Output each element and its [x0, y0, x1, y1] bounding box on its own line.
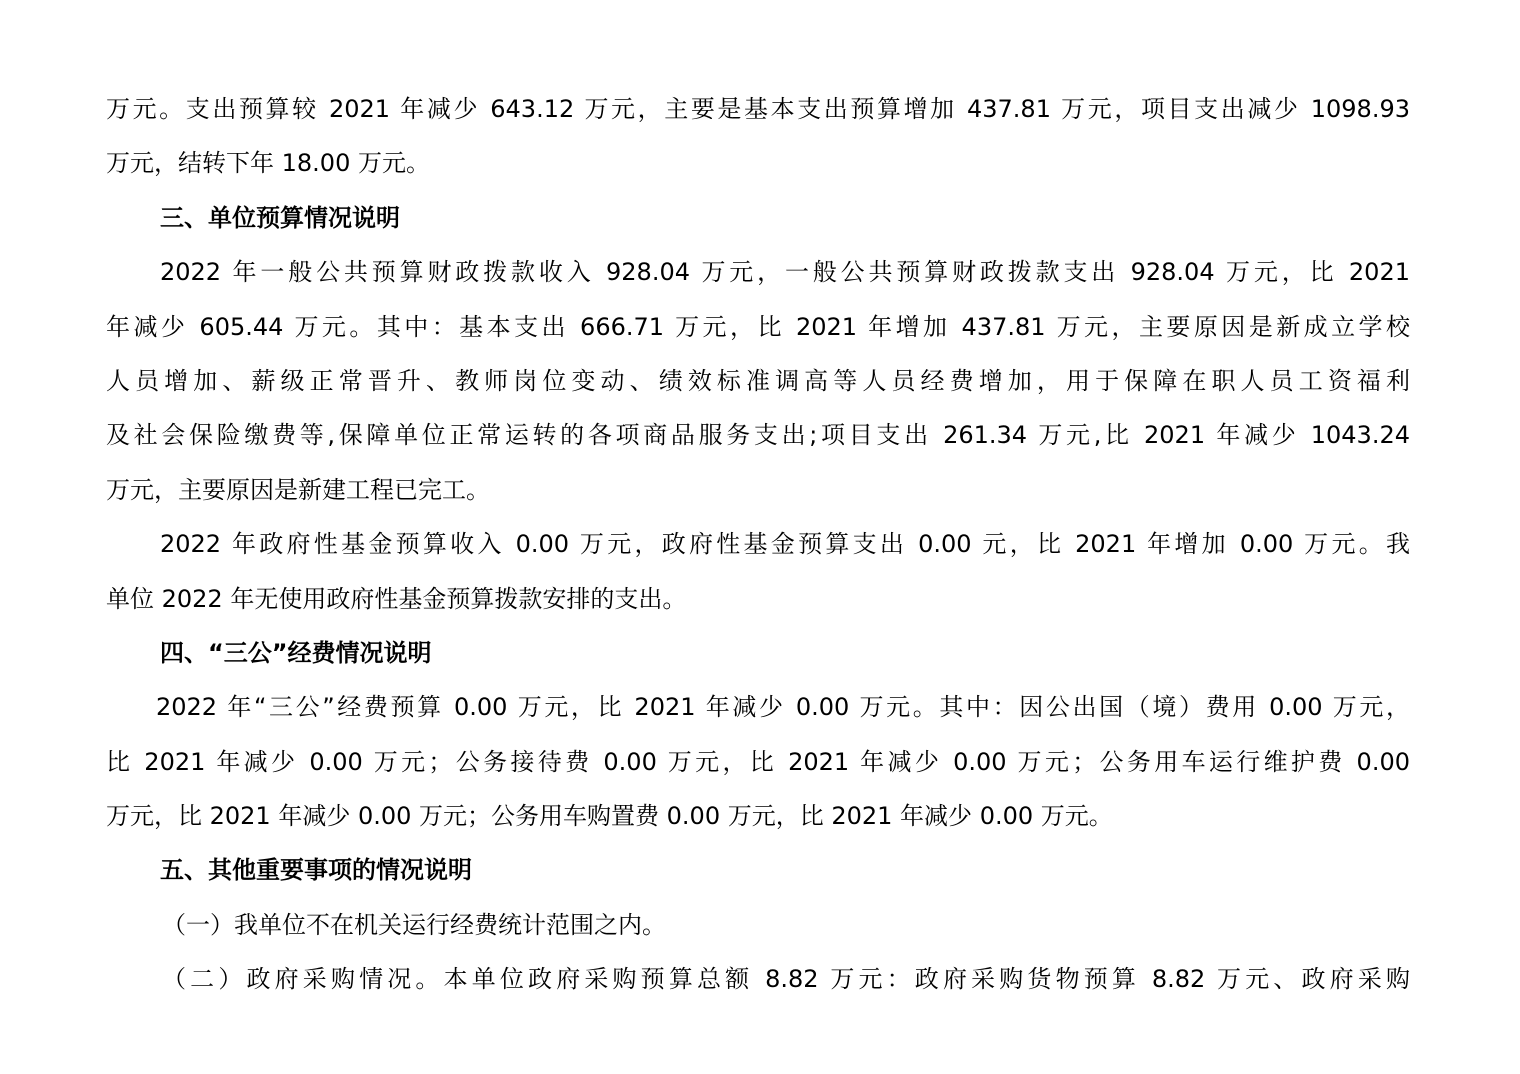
section-heading-3: 三、单位预算情况说明 — [160, 203, 400, 232]
paragraph-line: 单位 2022 年无使用政府性基金预算拨款安排的支出。 — [106, 584, 687, 613]
paragraph-line: 年减少 605.44 万元。其中：基本支出 666.71 万元，比 2021 年增加 437.81 万元，主要原因是新成立学校 — [106, 312, 1410, 341]
section-heading-4: 四、“三公”经费情况说明 — [160, 638, 432, 667]
paragraph-line: 万元，比 2021 年减少 0.00 万元；公务用车购置费 0.00 万元，比 2021 年减少 0.00 万元。 — [106, 802, 1113, 831]
paragraph-line: 比 2021 年减少 0.00 万元；公务接待费 0.00 万元，比 2021 年减少 0.00 万元；公务用车运行维护费 0.00 — [106, 747, 1410, 776]
paragraph-line: （一）我单位不在机关运行经费统计范围之内。 — [162, 910, 666, 939]
paragraph-line: 人员增加、薪级正常晋升、教师岗位变动、绩效标准调高等人员经费增加，用于保障在职人员工资福利 — [106, 366, 1410, 395]
paragraph-line: 2022 年政府性基金预算收入 0.00 万元，政府性基金预算支出 0.00 元，比 2021 年增加 0.00 万元。我 — [160, 530, 1410, 559]
paragraph-line: （二）政府采购情况。本单位政府采购预算总额 8.82 万元：政府采购货物预算 8.82 万元、政府采购 — [162, 965, 1410, 994]
paragraph-line: 万元，主要原因是新建工程已完工。 — [106, 475, 490, 504]
document-page — [106, 82, 1410, 1007]
paragraph-line: 及社会保险缴费等,保障单位正常运转的各项商品服务支出;项目支出 261.34 万元,比 2021 年减少 1043.24 — [106, 421, 1410, 450]
paragraph-line: 万元，结转下年 18.00 万元。 — [106, 149, 430, 178]
paragraph-line: 万元。支出预算较 2021 年减少 643.12 万元，主要是基本支出预算增加 437.81 万元，项目支出减少 1098.93 — [106, 95, 1410, 123]
section-heading-5: 五、其他重要事项的情况说明 — [160, 856, 472, 885]
paragraph-line: 2022 年“三公”经费预算 0.00 万元，比 2021 年减少 0.00 万元。其中：因公出国（境）费用 0.00 万元， — [156, 693, 1410, 722]
paragraph-line: 2022 年一般公共预算财政拨款收入 928.04 万元，一般公共预算财政拨款支出 928.04 万元，比 2021 — [160, 258, 1410, 287]
